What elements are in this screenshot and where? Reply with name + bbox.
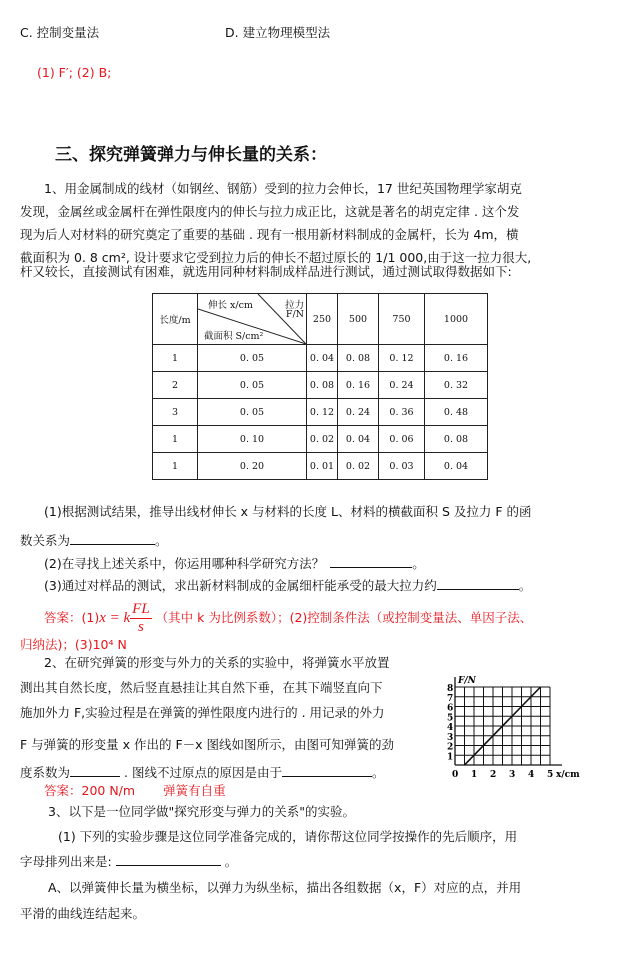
table-row bbox=[153, 453, 488, 480]
data-table bbox=[152, 293, 488, 480]
length-cell: 1 bbox=[153, 426, 198, 453]
previous-answer: (1) F′; (2) B; bbox=[37, 65, 112, 80]
q1-para-line: 发现，金属丝或金属杆在弹性限度内的伸长与拉力成正比，这就是著名的胡克定律 . 这个发 bbox=[20, 204, 520, 219]
y-tick-label: 2 bbox=[447, 742, 454, 753]
q1-sub2 bbox=[44, 555, 425, 573]
table-row bbox=[153, 426, 488, 453]
length-cell: 1 bbox=[153, 345, 198, 372]
elongation-cell: 0. 12 bbox=[379, 345, 425, 372]
elongation-cell: 0. 04 bbox=[425, 453, 488, 480]
text: 。 bbox=[155, 533, 168, 548]
force-header: 250 bbox=[307, 294, 338, 345]
f-x-chart bbox=[430, 672, 590, 782]
text: 。 bbox=[412, 556, 425, 571]
answer-blank[interactable] bbox=[282, 764, 372, 777]
area-cell: 0. 05 bbox=[198, 345, 307, 372]
formula-lhs: x = k bbox=[99, 610, 131, 626]
area-cell: 0. 05 bbox=[198, 399, 307, 426]
q1-para-line: 现为后人对材料的研究奠定了重要的基础 . 现有一根用新材料制成的金属杆，长为 4m，横 bbox=[20, 227, 519, 242]
elongation-cell: 0. 24 bbox=[338, 399, 379, 426]
q3-sub1: (1) 下列的实验步骤是这位同学准备完成的，请你帮这位同学按操作的先后顺序，用 bbox=[58, 829, 518, 844]
elongation-cell: 0. 02 bbox=[338, 453, 379, 480]
answer-blank[interactable] bbox=[330, 555, 412, 568]
header-force-unit: F/N bbox=[285, 309, 304, 320]
option-d: D. 建立物理模型法 bbox=[225, 25, 331, 40]
elongation-cell: 0. 03 bbox=[379, 453, 425, 480]
text: 。 bbox=[518, 578, 532, 593]
y-tick-label: 4 bbox=[447, 723, 454, 733]
force-header: 500 bbox=[338, 294, 379, 345]
x-tick-label: 4 bbox=[528, 770, 535, 780]
area-cell: 0. 20 bbox=[198, 453, 307, 480]
elongation-cell: 0. 06 bbox=[379, 426, 425, 453]
length-cell: 3 bbox=[153, 399, 198, 426]
x-tick-label: 3 bbox=[509, 770, 516, 780]
q1-para-line: 截面积为 0. 8 cm², 设计要求它受到拉力后的伸长不超过原长的 1/1 000,由于这一拉力很大, bbox=[20, 250, 532, 265]
elongation-cell: 0. 24 bbox=[379, 372, 425, 399]
text: (2)在寻找上述关系中，你运用哪种科学研究方法？ bbox=[44, 556, 325, 571]
elongation-cell: 0. 16 bbox=[425, 345, 488, 372]
elongation-cell: 0. 08 bbox=[425, 426, 488, 453]
x-tick-label: 1 bbox=[471, 770, 478, 780]
elongation-cell: 0. 12 bbox=[307, 399, 338, 426]
text: 度系数为 bbox=[20, 765, 71, 780]
q1-answer bbox=[44, 600, 532, 636]
q3-step-a-cont: 平滑的曲线连结起来。 bbox=[20, 906, 146, 921]
text: 数关系为 bbox=[20, 533, 71, 548]
q2-line: 2、在研究弹簧的形变与外力的关系的实验中，将弹簧水平放置 bbox=[44, 655, 390, 670]
q2-line: 测出其自然长度，然后竖直悬挂让其自然下垂，在其下端竖直向下 bbox=[20, 680, 383, 695]
table-row bbox=[153, 399, 488, 426]
header-elongation: 伸长 x/cm bbox=[208, 300, 253, 311]
text: 。 bbox=[371, 765, 385, 780]
header-length: 长度/m bbox=[153, 294, 198, 345]
elongation-cell: 0. 16 bbox=[338, 372, 379, 399]
q1-para-line: 1、用金属制成的线材（如钢丝、钢筋）受到的拉力会伸长，17 世纪英国物理学家胡克 bbox=[44, 181, 522, 196]
denominator: s bbox=[137, 619, 144, 635]
y-axis-label: F/N bbox=[458, 676, 476, 686]
y-tick-label: 3 bbox=[447, 732, 454, 743]
y-tick-label: 7 bbox=[447, 693, 454, 704]
text: . 图线不过原点的原因是由于 bbox=[124, 765, 282, 780]
area-cell: 0. 10 bbox=[198, 426, 307, 453]
q3-sub1-cont bbox=[20, 853, 237, 871]
text: （其中 k 为比例系数）；(2)控制条件法（或控制变量法、单因子法、 bbox=[155, 610, 533, 625]
length-cell: 1 bbox=[153, 453, 198, 480]
section-title: 三、探究弹簧弹力与伸长量的关系： bbox=[55, 145, 327, 165]
table-row bbox=[153, 345, 488, 372]
q2-line: 施加外力 F,实验过程是在弹簧的弹性限度内进行的 . 用记录的外力 bbox=[20, 705, 385, 720]
text: 答案：200 N/m bbox=[44, 783, 136, 798]
q1-para-line: 杆又较长，直接测试有困难，就选用同种材料制成样品进行测试，通过测试取得数据如下: bbox=[20, 264, 512, 279]
answer-blank[interactable] bbox=[116, 853, 221, 866]
elongation-cell: 0. 32 bbox=[425, 372, 488, 399]
force-header: 750 bbox=[379, 294, 425, 345]
elongation-cell: 0. 08 bbox=[338, 345, 379, 372]
q3-step-a: A、以弹簧伸长量为横坐标，以弹力为纵坐标，描出各组数据（x，F）对应的点，并用 bbox=[48, 880, 522, 895]
y-tick-label: 6 bbox=[447, 703, 454, 714]
q1-sub3 bbox=[44, 577, 531, 595]
elongation-cell: 0. 01 bbox=[307, 453, 338, 480]
text: 。 bbox=[224, 854, 238, 869]
table-row bbox=[153, 372, 488, 399]
x-axis-label: x/cm bbox=[556, 770, 580, 780]
q2-answer bbox=[44, 782, 226, 800]
answer-blank[interactable] bbox=[70, 764, 120, 777]
text: (3)通过对样品的测试，求出新材料制成的金属细杆能承受的最大拉力约 bbox=[44, 578, 437, 593]
header-force: 拉力 bbox=[284, 300, 304, 311]
elongation-cell: 0. 48 bbox=[425, 399, 488, 426]
elongation-cell: 0. 02 bbox=[307, 426, 338, 453]
q1-sub1: (1)根据测试结果，推导出线材伸长 x 与材料的长度 L、材料的横截面积 S 及拉力 F 的函 bbox=[44, 504, 532, 519]
force-header: 1000 bbox=[425, 294, 488, 345]
fraction bbox=[130, 601, 152, 636]
answer-blank[interactable] bbox=[437, 577, 519, 590]
header-area: 截面积 S/cm² bbox=[204, 331, 264, 342]
x-tick-label: 2 bbox=[490, 770, 497, 780]
elongation-cell: 0. 08 bbox=[307, 372, 338, 399]
q1-answer-line2: 归纳法)；(3)10⁴ N bbox=[20, 637, 127, 652]
q3-title: 3、以下是一位同学做"探究形变与弹力的关系"的实验。 bbox=[48, 804, 355, 819]
numerator: FL bbox=[132, 601, 150, 617]
text: 弹簧有自重 bbox=[163, 783, 226, 798]
elongation-cell: 0. 04 bbox=[307, 345, 338, 372]
x-tick-label: 5 bbox=[547, 770, 554, 780]
header-diagonal-cell bbox=[198, 294, 307, 345]
area-cell: 0. 05 bbox=[198, 372, 307, 399]
y-tick-label: 8 bbox=[447, 684, 454, 694]
y-tick-label: 1 bbox=[447, 752, 454, 763]
q1-sub1-cont bbox=[20, 532, 168, 550]
length-cell: 2 bbox=[153, 372, 198, 399]
q2-line: F 与弹簧的形变量 x 作出的 F－x 图线如图所示，由图可知弹簧的劲 bbox=[20, 737, 395, 752]
text: 字母排列出来是: bbox=[20, 854, 112, 869]
option-c: C. 控制变量法 bbox=[20, 25, 100, 40]
x-tick-label: 0 bbox=[452, 770, 459, 780]
q2-line bbox=[20, 764, 384, 782]
elongation-cell: 0. 36 bbox=[379, 399, 425, 426]
y-tick-label: 5 bbox=[447, 713, 454, 724]
answer-blank[interactable] bbox=[70, 532, 155, 545]
elongation-cell: 0. 04 bbox=[338, 426, 379, 453]
text: 答案：(1) bbox=[44, 610, 100, 625]
